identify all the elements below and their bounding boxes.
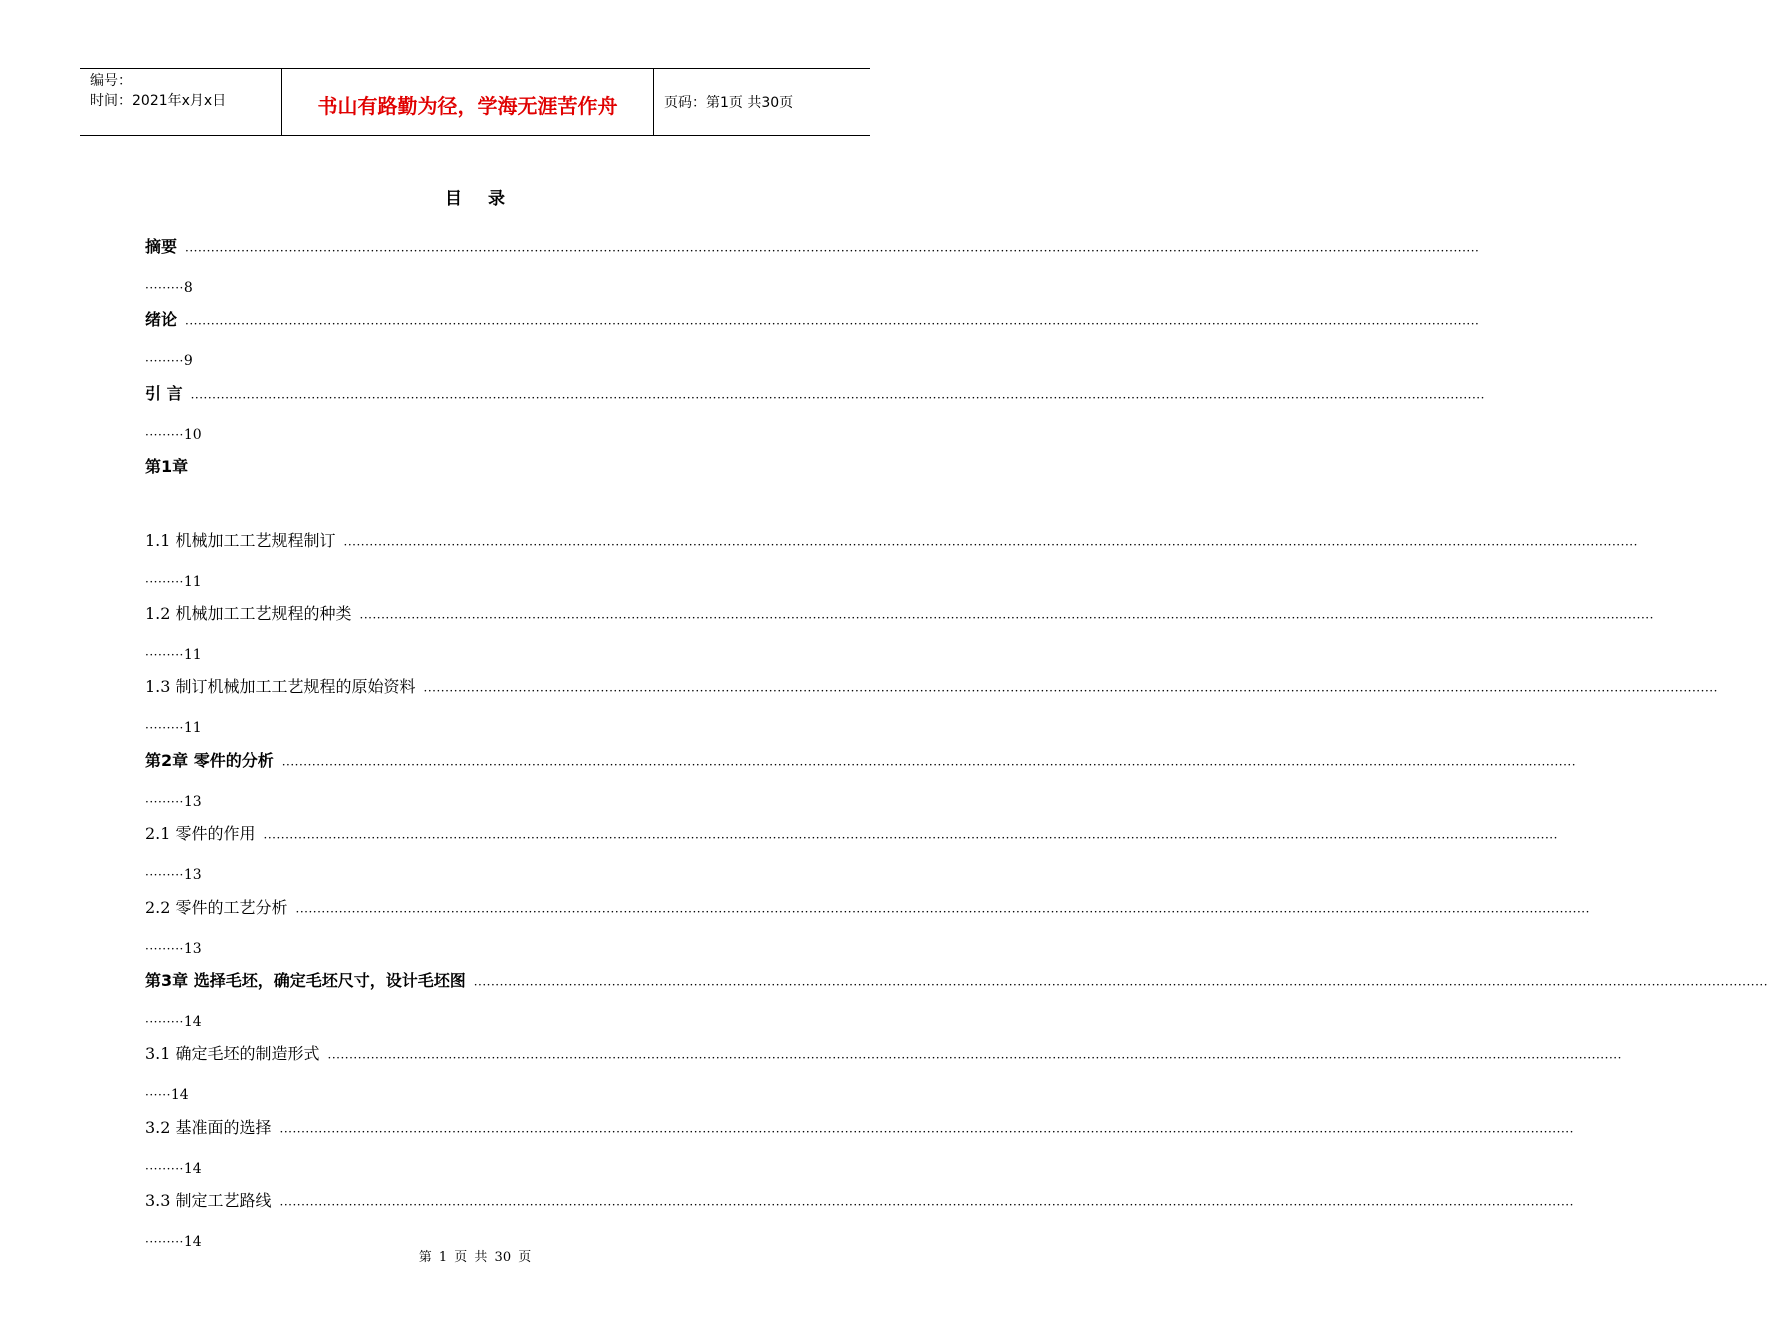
toc-leader-dots: ············································································································································································································································································································ <box>190 390 1485 405</box>
toc-entry-title: 1.3 制订机械加工工艺规程的原始资料 <box>145 677 416 697</box>
toc-entry-title: 第1章 <box>145 457 189 477</box>
toc-page-number: 14 <box>170 1087 189 1104</box>
toc-leader-dots: ············································································································································································································································································································ <box>343 537 1638 552</box>
toc-entry-title: 2.1 零件的作用 <box>145 824 256 844</box>
toc-page-number: 14 <box>183 1160 202 1177</box>
toc-entry-page-line <box>145 939 805 960</box>
toc-leader-dots: ············································································································································································································································································································ <box>423 684 1718 699</box>
toc-entry[interactable] <box>145 746 1577 819</box>
toc-entry[interactable] <box>145 819 1558 892</box>
toc-entry-page-line <box>145 718 805 739</box>
toc-leader-dots: ············································································································································································································································································································ <box>185 317 1480 332</box>
toc-page-leader: ········· <box>145 354 184 369</box>
toc-entry-title-line <box>145 672 1718 702</box>
page-header <box>80 68 870 136</box>
toc-entry-title: 第3章 选择毛坯，确定毛坯尺寸，设计毛坯图 <box>145 970 466 990</box>
toc-entry-title-line <box>145 819 1558 849</box>
toc-entry-title: 第2章 零件的分析 <box>145 750 274 770</box>
toc-entry-title: 绪论 <box>145 310 178 330</box>
toc-page-leader: ········· <box>145 794 184 809</box>
toc-page-leader: ········· <box>145 941 184 956</box>
toc-page-number: 8 <box>183 280 193 296</box>
toc-page-number: 13 <box>183 867 202 884</box>
toc-entry-page-line <box>145 278 805 299</box>
toc-page-number: 11 <box>183 720 202 737</box>
toc-leader-dots: ············································································································································································································································································································ <box>185 244 1480 258</box>
toc-entry[interactable] <box>145 599 1654 672</box>
toc-page-number: 13 <box>183 793 202 810</box>
toc-page-leader: ········· <box>145 1014 184 1029</box>
header-motto: 书山有路勤为径，学海无涯苦作舟 <box>282 69 654 135</box>
toc-page-leader: ······ <box>145 1088 171 1103</box>
toc-entry-title: 引 言 <box>145 383 183 403</box>
toc-entry[interactable] <box>145 672 1718 745</box>
time-label: 时间：2021年x月x日 <box>90 93 227 109</box>
toc-entry-title: 2.2 零件的工艺分析 <box>145 897 288 917</box>
table-of-contents <box>145 232 1768 1259</box>
toc-page-leader: ········· <box>145 721 184 736</box>
toc-leader-dots: ············································································································································································································································································································ <box>281 757 1577 772</box>
toc-page-number: 14 <box>183 1013 202 1030</box>
toc-entry-title: 3.1 确定毛坯的制造形式 <box>145 1044 320 1064</box>
toc-leader-dots: ············································································································································································································································································································ <box>327 1051 1622 1066</box>
toc-entry-title-line <box>145 599 1654 629</box>
toc-entry-page-line <box>145 865 805 886</box>
toc-leader-dots: ············································································································································································································································································································ <box>279 1198 1574 1213</box>
toc-page-leader: ········· <box>145 1161 184 1176</box>
toc-page-number: 9 <box>183 353 193 370</box>
header-page-label: 页码：第1页 共30页 <box>664 95 794 111</box>
toc-entry[interactable] <box>145 1113 1574 1186</box>
toc-title: 目录 <box>445 189 531 209</box>
toc-entry[interactable] <box>145 1039 1622 1112</box>
toc-page-leader: ········· <box>145 1235 184 1250</box>
toc-entry-title: 3.2 基准面的选择 <box>145 1117 272 1137</box>
toc-entry-page-line <box>145 1085 805 1106</box>
toc-leader-dots: ············································································································································································································································································································ <box>473 977 1768 992</box>
toc-entry-page-line <box>145 645 805 666</box>
toc-page-number: 14 <box>183 1234 202 1251</box>
toc-leader-dots: ············································································································································································································································································································ <box>359 610 1654 625</box>
toc-leader-dots: ············································································································································································································································································································ <box>295 904 1590 919</box>
toc-entry-title: 摘要 <box>145 237 178 256</box>
toc-entry[interactable] <box>145 379 1485 452</box>
toc-leader-dots: ············································································································································································································································································································ <box>263 831 1558 846</box>
toc-entry-title: 3.3 制定工艺路线 <box>145 1191 272 1211</box>
toc-page-leader: ········· <box>145 574 184 589</box>
toc-entry-page-line <box>145 792 805 813</box>
toc-entry-title-line <box>145 526 1638 556</box>
toc-page-leader: ········· <box>145 427 184 442</box>
toc-entry[interactable] <box>145 966 1768 1039</box>
toc-entry-title-line <box>145 305 1480 335</box>
toc-page-number: 11 <box>183 573 202 590</box>
toc-entry-title-line <box>145 1186 1574 1216</box>
toc-entry[interactable] <box>145 893 1590 966</box>
toc-page-leader: ········· <box>145 868 184 883</box>
header-meta <box>80 69 282 135</box>
toc-entry-title: 1.2 机械加工工艺规程的种类 <box>145 603 352 623</box>
toc-entry[interactable] <box>145 526 1638 599</box>
toc-entry-title-line <box>145 452 805 482</box>
toc-entry-title-line <box>145 1113 1574 1143</box>
toc-leader-dots: ············································································································································································································································································································ <box>279 1124 1574 1139</box>
toc-entry-title: 1.1 机械加工工艺规程制订 <box>145 530 336 550</box>
toc-entry-page-line <box>145 1012 805 1033</box>
toc-page-leader: ········· <box>145 647 184 662</box>
toc-entry-title-line <box>145 893 1590 923</box>
toc-entry-title-line <box>145 1039 1622 1069</box>
toc-page-number: 10 <box>183 426 202 443</box>
toc-entry-title-line <box>145 966 1768 996</box>
toc-entry[interactable] <box>145 452 805 525</box>
toc-entry-page-line <box>145 572 805 593</box>
toc-entry-page-line <box>145 1159 805 1180</box>
toc-entry-page-line <box>145 351 805 372</box>
toc-page-leader: ········· <box>145 281 184 295</box>
toc-page-number: 13 <box>183 940 202 957</box>
toc-entry[interactable] <box>145 305 1480 378</box>
page-footer: 第 1 页 共 30 页 <box>418 1250 532 1265</box>
toc-entry-title-line <box>145 746 1577 776</box>
toc-entry-title-line <box>145 379 1485 409</box>
number-label: 编号： <box>90 73 132 89</box>
toc-page-number: 11 <box>183 646 202 663</box>
toc-entry-page-line <box>145 425 805 446</box>
toc-entry[interactable] <box>145 232 1480 305</box>
toc-entry-title-line <box>145 232 1480 262</box>
